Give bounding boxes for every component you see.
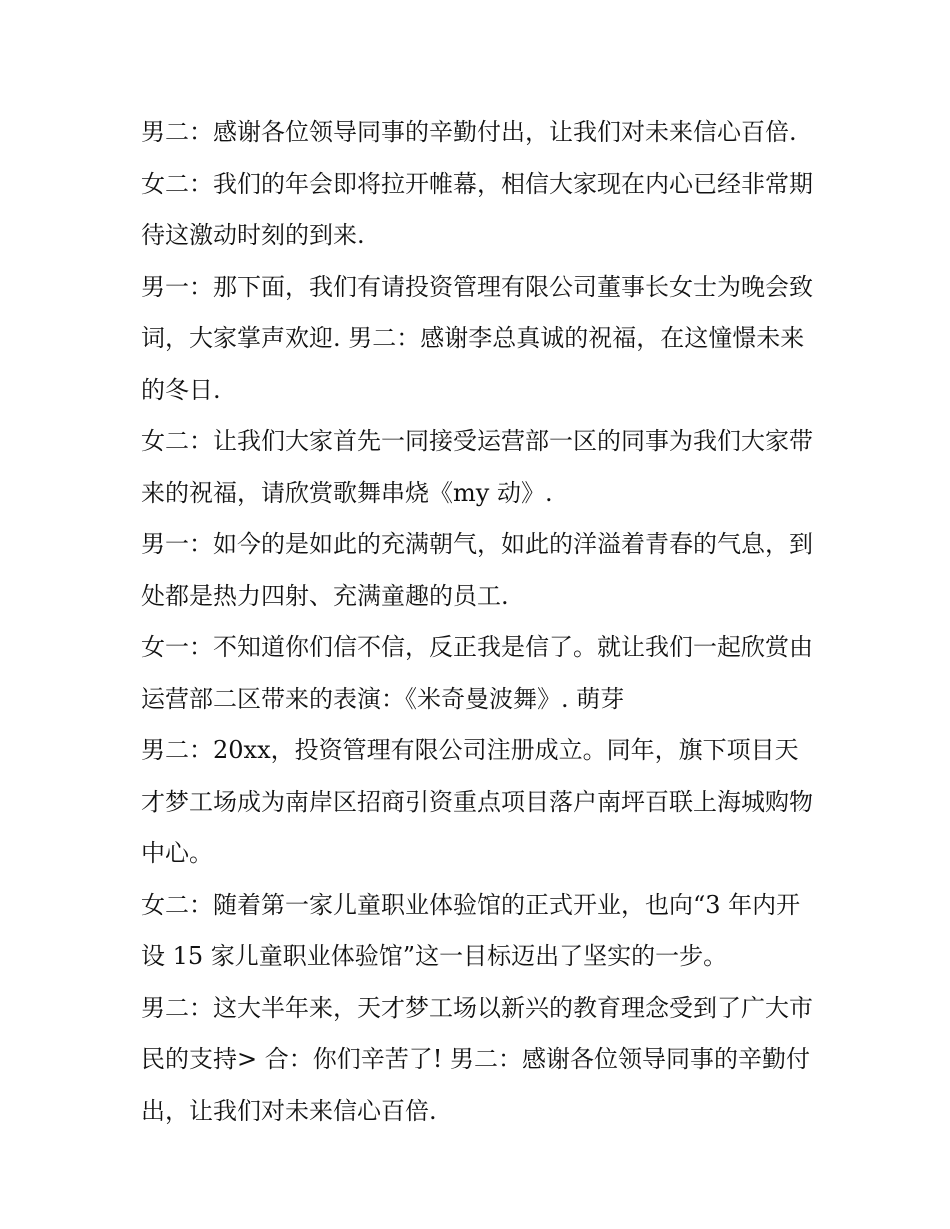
paragraph-2: 男一：那下面，我们有请投资管理有限公司董事长女士为晚会致词，大家掌声欢迎. 男二：感谢李总真诚的祝福，在这憧憬未来的冬日. (141, 272, 813, 404)
paragraph-6: 男二：20xx，投资管理有限公司注册成立。同年，旗下项目天才梦工场成为南岸区招商引资重点项目落户南坪百联上海城购物中心。 (141, 736, 813, 867)
document-body (141, 107, 821, 1137)
paragraph-7: 女二：随着第一家儿童职业体验馆的正式开业，也向“3 年内开设 15 家儿童职业体验馆”这一目标迈出了坚实的一步。 (141, 890, 801, 970)
paragraph-3: 女二：让我们大家首先一同接受运营部一区的同事为我们大家带来的祝福，请欣赏歌舞串烧《my 动》. (141, 427, 813, 507)
paragraph-8: 男二：这大半年来，天才梦工场以新兴的教育理念受到了广大市民的支持> 合：你们辛苦了! 男二：感谢各位领导同事的辛勤付出，让我们对未来信心百倍. (141, 993, 813, 1125)
paragraph-5: 女一：不知道你们信不信，反正我是信了。就让我们一起欣赏由运营部二区带来的表演：《米奇曼波舞》. 萌芽 (141, 633, 813, 713)
paragraph-4: 男一：如今的是如此的充满朝气，如此的洋溢着青春的气息，到处都是热力四射、充满童趣的员工. (141, 530, 813, 610)
paragraph-1: 男二：感谢各位领导同事的辛勤付出，让我们对未来信心百倍. 女二：我们的年会即将拉开帷幕，相信大家现在内心已经非常期待这激动时刻的到来. (141, 118, 813, 249)
